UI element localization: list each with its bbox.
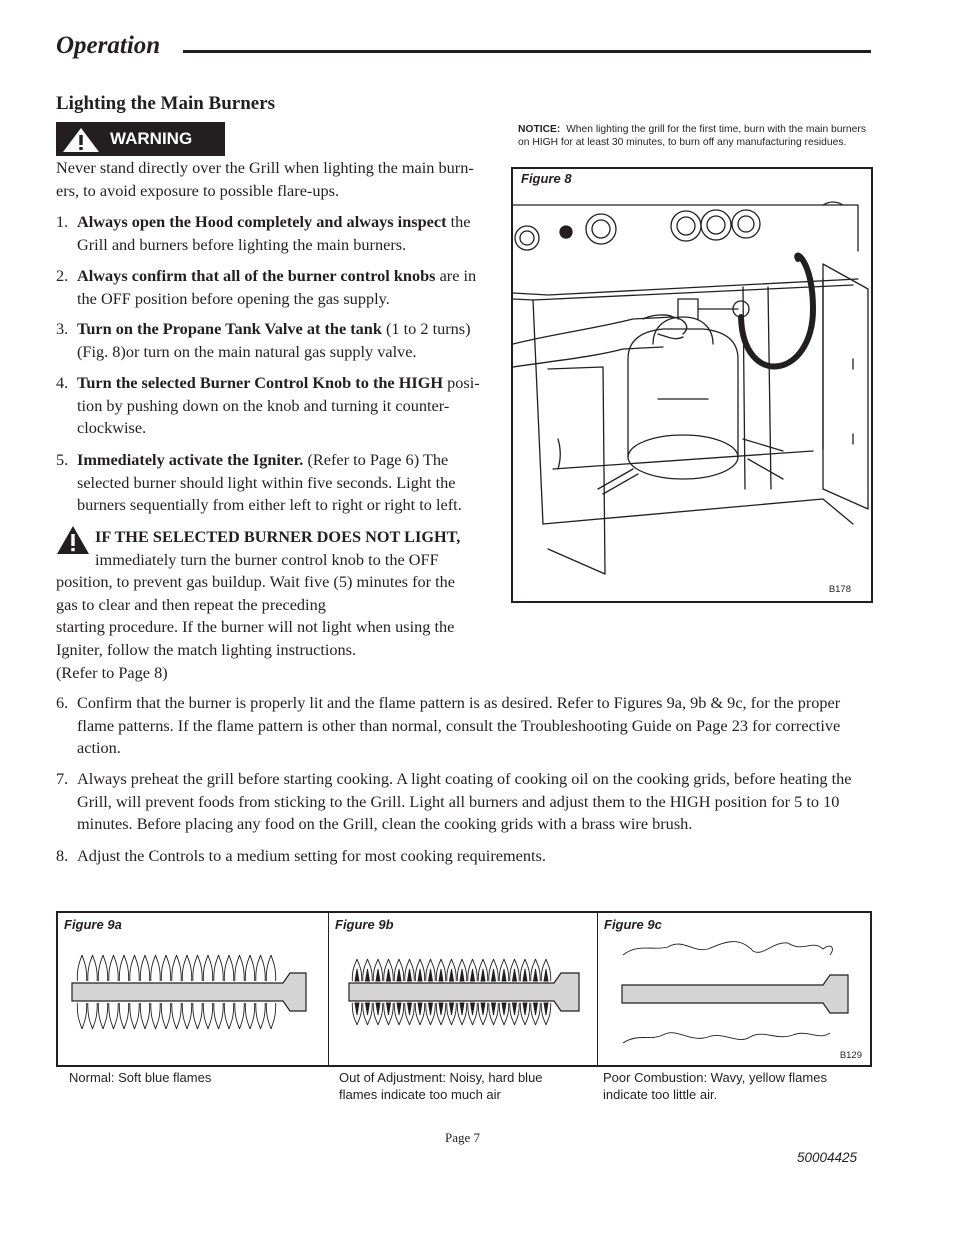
flame-inner-cone <box>471 1003 475 1015</box>
step-bold: Immediately activate the Igniter. <box>77 450 304 469</box>
flame-inner-cone <box>355 969 359 981</box>
flame-outline <box>119 955 128 981</box>
caution-line: gas to clear and then repeat the preceding <box>56 594 326 614</box>
step-8 <box>56 845 876 868</box>
flame-inner-cone <box>481 969 485 981</box>
description-line: Out of Adjustment: Noisy, hard blue <box>339 1070 543 1085</box>
step-number: 4. <box>56 373 69 392</box>
step-bold: Always open the Hood completely and always inspect <box>77 212 447 231</box>
flame-inner-cone <box>544 1003 548 1015</box>
flame-outline <box>193 955 202 981</box>
flame-outline <box>172 955 181 981</box>
flame-outline <box>245 955 254 981</box>
flame-inner-cone <box>408 1003 412 1015</box>
figure-8-caption: Figure 8 <box>521 171 572 186</box>
flame-outline <box>140 1003 149 1029</box>
figure-9-panel <box>56 911 872 1067</box>
step-bold: Turn the selected Burner Control Knob to the HIGH <box>77 373 444 392</box>
flame-inner-cone <box>502 969 506 981</box>
flame-inner-cone <box>366 969 370 981</box>
flame-inner-cone <box>523 969 527 981</box>
flame-inner-cone <box>513 1003 517 1015</box>
figure-8 <box>511 167 873 603</box>
flame-outline <box>214 955 223 981</box>
flame-inner-cone <box>429 969 433 981</box>
figure-8-code: B178 <box>828 584 851 595</box>
flame-outline <box>98 1003 107 1029</box>
step-number: 8. <box>56 846 69 865</box>
step-text: the Grill and burners before lighting the main burners. <box>77 212 471 254</box>
step-text: (1 to 2 turns) (Fig. 8)or turn on the main natural gas supply valve. <box>77 319 471 361</box>
flame-inner-cone <box>492 1003 496 1015</box>
figure-9b <box>329 913 597 1065</box>
flame-inner-cone <box>376 1003 380 1015</box>
step-number: 6. <box>56 693 69 712</box>
step-text: posi-tion by pushing down on the knob and turning it counter-clockwise. <box>77 373 480 438</box>
step-2 <box>56 265 496 310</box>
flame-inner-cone <box>387 969 391 981</box>
flame-outline <box>182 1003 191 1029</box>
flame-inner-cone <box>534 1003 538 1015</box>
flame-inner-cone <box>418 969 422 981</box>
flame-outline <box>98 955 107 981</box>
step-text: are in the OFF position before opening the gas supply. <box>77 266 477 308</box>
caution-line: starting procedure. If the burner will not light when using the <box>56 617 455 637</box>
description-line: indicate too little air. <box>603 1087 718 1102</box>
intro-line: Never stand directly over the Grill when lighting the main burn- <box>56 158 474 177</box>
flame-outline <box>109 955 118 981</box>
flame-outline <box>266 955 275 981</box>
step-6 <box>56 692 876 760</box>
flame-inner-cone <box>534 969 538 981</box>
flame-outline <box>88 1003 97 1029</box>
warning-triangle-icon <box>62 127 100 153</box>
step-5 <box>56 449 496 517</box>
flame-inner-cone <box>429 1003 433 1015</box>
flame-inner-cone <box>418 1003 422 1015</box>
figure-9b-caption: Figure 9b <box>335 917 394 932</box>
hard-flame-burner-diagram <box>329 913 597 1065</box>
notice-body: When lighting the grill for the first time, burn with the main burners on HIGH for at least 30 minutes, to burn off any manufacturing residues. <box>518 124 866 148</box>
step-text: Adjust the Controls to a medium setting for most cooking requirements. <box>77 846 546 865</box>
step-number: 2. <box>56 266 69 285</box>
wavy-flame-burner-diagram <box>598 913 870 1065</box>
step-text: (Refer to Page 6) The selected burner should light within five seconds. Light the burners sequentially from either left to right or right to left. <box>77 450 462 515</box>
notice-text <box>518 124 868 149</box>
page-number: Page 7 <box>445 1130 481 1145</box>
flame-outline <box>266 1003 275 1029</box>
figure-9c <box>598 913 870 1065</box>
flame-outline <box>119 1003 128 1029</box>
grill-propane-tank-illustration <box>513 169 871 601</box>
caution-line: (Refer to Page 8) <box>56 662 168 682</box>
description-line: flames indicate too much air <box>339 1087 501 1102</box>
flame-inner-cone <box>471 969 475 981</box>
flame-outline <box>182 955 191 981</box>
caution-line: position, to prevent gas buildup. Wait five (5) minutes for the <box>56 572 456 592</box>
flame-inner-cone <box>387 1003 391 1015</box>
flame-inner-cone <box>355 1003 359 1015</box>
section-title: Operation <box>56 32 161 59</box>
flame-outline <box>77 955 86 981</box>
caution-heading: IF THE SELECTED BURNER DOES NOT LIGHT, <box>95 527 461 546</box>
flame-outline <box>161 955 170 981</box>
warning-badge <box>56 122 225 156</box>
flame-outline <box>109 1003 118 1029</box>
step-7 <box>56 768 876 836</box>
flame-outline <box>256 1003 265 1029</box>
flame-outline <box>88 955 97 981</box>
figure-9a-description <box>69 1069 329 1086</box>
step-1 <box>56 211 496 256</box>
caution-paragraph <box>56 526 496 684</box>
notice-label: NOTICE: <box>518 124 561 135</box>
flame-outline <box>193 1003 202 1029</box>
flame-inner-cone <box>460 1003 464 1015</box>
caution-line: immediately turn the burner control knob to the OFF <box>95 549 439 569</box>
flame-outline <box>172 1003 181 1029</box>
flame-outline <box>151 955 160 981</box>
page-heading: Lighting the Main Burners <box>56 93 276 114</box>
step-number: 1. <box>56 212 69 231</box>
flame-inner-cone <box>397 1003 401 1015</box>
flame-outline <box>203 955 212 981</box>
step-bold: Always confirm that all of the burner control knobs <box>77 266 436 285</box>
step-text: Always preheat the grill before starting cooking. A light coating of cooking oil on the cooking grids, before heating the Grill, will prevent foods from sticking to the Grill. Light all burners and adjust them to the HIGH position for 5 to 10 minutes. Before placing any food on the Grill, clean the cooking grids with a brass wire brush. <box>77 769 852 834</box>
flame-inner-cone <box>408 969 412 981</box>
step-number: 3. <box>56 319 69 338</box>
figure-9c-caption: Figure 9c <box>604 917 662 932</box>
step-4 <box>56 372 496 440</box>
caution-line: Igniter, follow the match lighting instructions. <box>56 639 357 659</box>
flame-outline <box>130 955 139 981</box>
flame-inner-cone <box>460 969 464 981</box>
flame-outline <box>161 1003 170 1029</box>
flame-inner-cone <box>366 1003 370 1015</box>
figure-9a <box>58 913 328 1065</box>
flame-outline <box>130 1003 139 1029</box>
flame-inner-cone <box>544 969 548 981</box>
description-line: Normal: Soft blue flames <box>69 1070 212 1085</box>
flame-outline <box>77 1003 86 1029</box>
flame-outline <box>224 1003 233 1029</box>
flame-outline <box>214 1003 223 1029</box>
document-number: 50004425 <box>797 1150 858 1165</box>
flame-outline <box>235 955 244 981</box>
step-3 <box>56 318 496 363</box>
flame-inner-cone <box>397 969 401 981</box>
flame-inner-cone <box>450 969 454 981</box>
flame-outline <box>245 1003 254 1029</box>
normal-flame-burner-diagram <box>58 913 328 1065</box>
flame-inner-cone <box>439 1003 443 1015</box>
flame-outline <box>151 1003 160 1029</box>
flame-outline <box>224 955 233 981</box>
step-text: Confirm that the burner is properly lit and the flame pattern is as desired. Refer to Figures 9a, 9b & 9c, for the proper flame patterns. If the flame pattern is other than normal, consult the Troubleshooting Guide on Page 23 for corrective action. <box>77 693 841 758</box>
figure-9c-description <box>603 1069 868 1103</box>
step-number: 7. <box>56 769 69 788</box>
intro-line: ers, to avoid exposure to possible flare-ups. <box>56 180 340 200</box>
intro-paragraph <box>56 157 496 202</box>
flame-inner-cone <box>492 969 496 981</box>
step-bold: Turn on the Propane Tank Valve at the tank <box>77 319 382 338</box>
flame-outline <box>235 1003 244 1029</box>
flame-inner-cone <box>523 1003 527 1015</box>
figure-9b-description <box>339 1069 599 1103</box>
description-line: Poor Combustion: Wavy, yellow flames <box>603 1070 827 1085</box>
figure-9a-caption: Figure 9a <box>64 917 122 932</box>
flame-inner-cone <box>376 969 380 981</box>
flame-inner-cone <box>513 969 517 981</box>
header-rule <box>183 50 871 53</box>
flame-inner-cone <box>450 1003 454 1015</box>
flame-inner-cone <box>439 969 443 981</box>
flame-inner-cone <box>481 1003 485 1015</box>
warning-label: WARNING <box>110 129 193 148</box>
flame-inner-cone <box>502 1003 506 1015</box>
flame-outline <box>140 955 149 981</box>
flame-outline <box>256 955 265 981</box>
step-number: 5. <box>56 450 69 469</box>
flame-outline <box>203 1003 212 1029</box>
figure-9-code: B129 <box>839 1050 862 1061</box>
